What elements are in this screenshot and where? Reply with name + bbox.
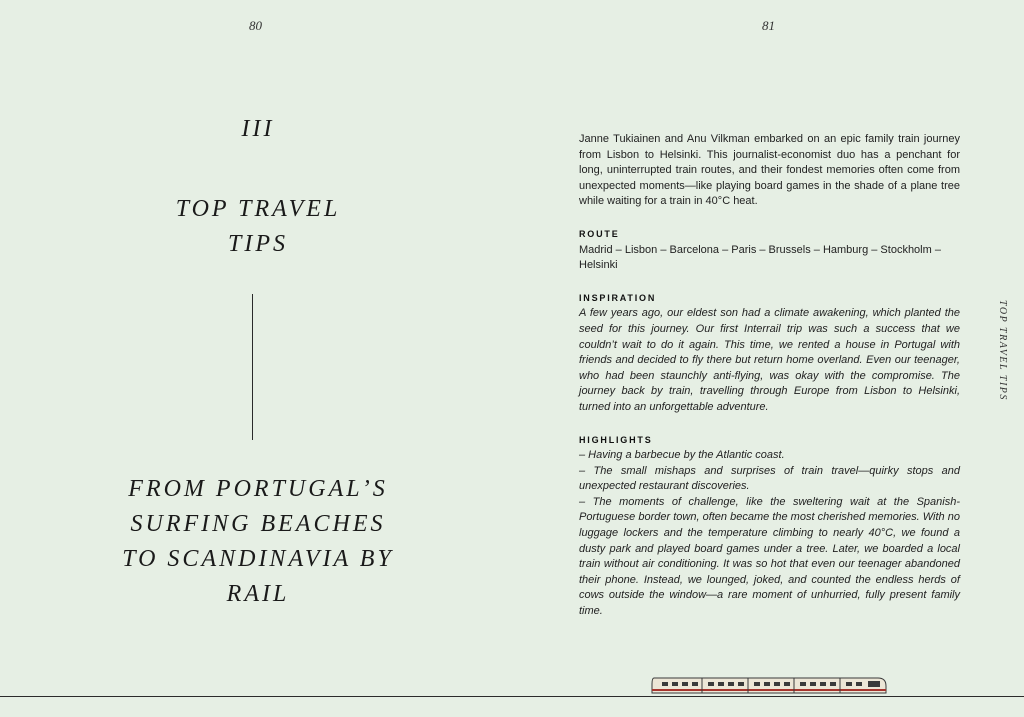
story-title [80,472,436,612]
route-heading: ROUTE [579,228,620,239]
train-icon [648,674,888,701]
highlight-item: – The small mishaps and surprises of train travel—quirky stops and unexpected restaurant discoveries. [579,464,960,493]
page-number-right: 81 [762,18,775,33]
article-body [579,132,960,620]
inspiration-heading: INSPIRATION [579,292,657,303]
route-text: Madrid – Lisbon – Barcelona – Paris – Brussels – Hamburg – Stockholm – Helsinki [579,243,941,272]
inspiration-text: A few years ago, our eldest son had a climate awakening, which planted the seed for this journey. Our first Interrail trip was such a success that we couldn’t wait to do it again. This time, we rented a house in Portugal with friends and decided to fly there but return home overland. Even our teenager, who had been staunchly anti-flying, was okay with the compromise. The journey back by train, travelling through Europe from Lisbon to Helsinki, turned into an unforgettable adventure. [579,307,960,413]
chapter-title-text: TOP TRAVEL TIPS [175,196,341,257]
highlight-item: – The moments of challenge, like the sweltering wait at the Spanish-Portuguese border town, often became the most cherished memories. With no luggage lockers and the temperature climbing to nearly 40°C, we found a dusty park and played board games under a tree. Later, we boarded a local train without air conditioning. It was so hot that even our teenager abandoned their phone. Instead, we lounged, joked, and counted the endless herds of cows outside the window—a rare moment of unhurried, fully present family time. [579,495,960,618]
chapter-numeral: III [241,116,275,142]
chapter-title [80,192,436,262]
story-title-text: FROM PORTUGAL’S SURFING BEACHES TO SCANDINAVIA BY RAIL [122,476,394,607]
page-number-left: 80 [249,18,262,33]
running-head: TOP TRAVEL TIPS [997,300,1008,401]
vertical-divider [252,294,253,440]
highlights-heading: HIGHLIGHTS [579,434,653,445]
intro-paragraph: Janne Tukiainen and Anu Vilkman embarked on an epic family train journey from Lisbon to Helsinki. This journalist-economist duo has a penchant for long, uninterrupted train routes, and their fondest memories often come from unexpected moments—like playing board games in the shade of a plane tree while waiting for a train in 40°C heat. [579,133,960,208]
highlight-item: – Having a barbecue by the Atlantic coast. [579,449,785,462]
